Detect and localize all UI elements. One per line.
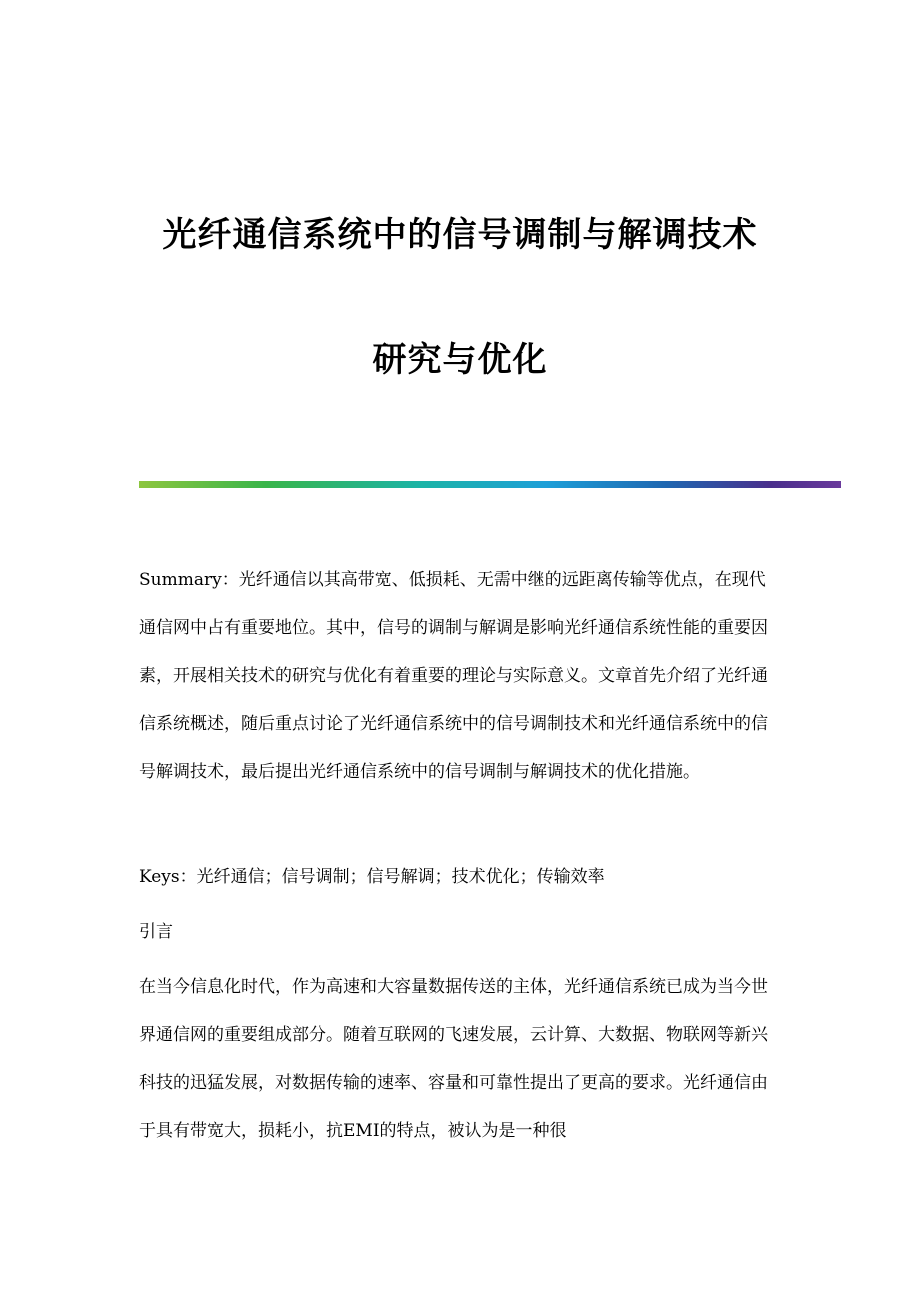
summary-paragraph: Summary：光纤通信以其高带宽、低损耗、无需中继的远距离传输等优点，在现代通信网中占有重要地位。其中，信号的调制与解调是影响光纤通信系统性能的重要因素，开展相关技术的研究与优化有着重要的理论与实际意义。文章首先介绍了光纤通信系统概述，随后重点讨论了光纤通信系统中的信号调制技术和光纤通信系统中的信号解调技术，最后提出光纤通信系统中的信号调制与解调技术的优化措施。 xyxy=(139,570,768,782)
keywords-line: Keys：光纤通信；信号调制；信号解调；技术优化；传输效率 xyxy=(139,867,605,887)
gradient-divider xyxy=(139,481,841,488)
introduction-paragraph: 在当今信息化时代，作为高速和大容量数据传送的主体，光纤通信系统已成为当今世界通信网的重要组成部分。随着互联网的飞速发展，云计算、大数据、物联网等新兴科技的迅猛发展，对数据传输的速率、容量和可靠性提出了更高的要求。光纤通信由于具有带宽大，损耗小，抗EMI的特点，被认为是一种很 xyxy=(139,977,768,1141)
document-title-line-1: 光纤通信系统中的信号调制与解调技术 xyxy=(162,214,758,255)
document-title-line-2: 研究与优化 xyxy=(372,339,548,380)
introduction-heading: 引言 xyxy=(139,922,173,942)
